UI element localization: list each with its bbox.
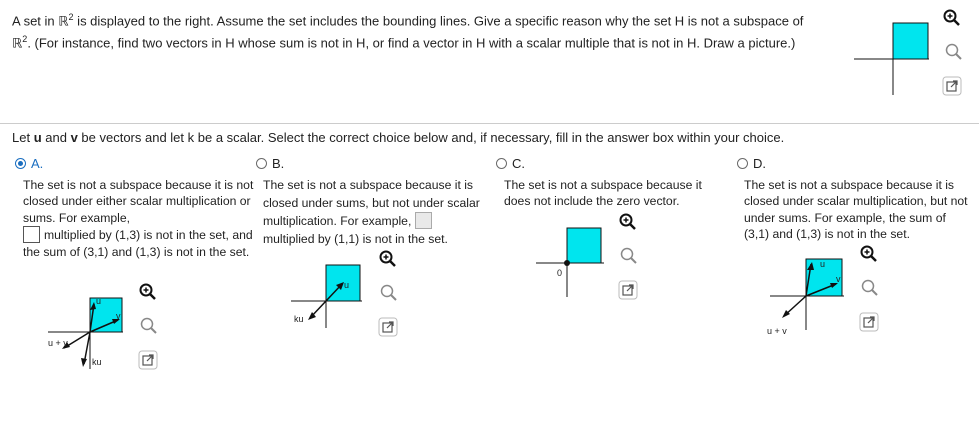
label-v: v [116, 311, 121, 321]
option-a-text: The set is not a subspace because it is not closed under either scalar multiplication or sums. For example, multiplied by (1,3) is not in the set, and the sum of (3,1) and (1,3) is not in the set. [23, 178, 254, 259]
option-a-popout[interactable] [138, 350, 158, 375]
zoom-out-icon [619, 246, 639, 266]
zoom-in-icon [859, 244, 879, 264]
zoom-out-icon [379, 283, 399, 303]
divider [0, 123, 979, 124]
popout-icon [859, 312, 879, 332]
option-a-figure [44, 292, 124, 370]
popout-icon [138, 350, 158, 370]
radio-unselected-icon [496, 158, 507, 169]
label-ku: ku [92, 357, 102, 367]
option-b-figure [288, 262, 364, 330]
option-a-zoom-out[interactable] [139, 316, 159, 341]
option-b-radio[interactable]: B. [256, 156, 284, 171]
zoom-out-icon [139, 316, 159, 336]
question-line-2: ℝ$^2$. (For instance, find two vectors in H whose sum is not in H, or find a vector in H with a scalar multiple that is not in H. Draw a picture.) [12, 34, 796, 51]
zoom-in-icon [138, 282, 158, 302]
zoom-in-icon [378, 249, 398, 269]
label-u: u [344, 280, 350, 290]
popout-button[interactable] [942, 76, 962, 101]
question-line-1: A set in ℝ$^2$ is displayed to the right. Assume the set includes the bounding lines. Give a specific reason why the set H is not a subspace of [12, 12, 804, 29]
radio-unselected-icon [737, 158, 748, 169]
label-v: v [836, 274, 841, 284]
radio-unselected-icon [256, 158, 267, 169]
question-figure [852, 22, 932, 98]
option-b-popout[interactable] [378, 317, 398, 342]
zoom-out-button[interactable] [944, 42, 964, 67]
option-a-radio[interactable]: A. [15, 156, 43, 171]
option-c-text: The set is not a subspace because it does not include the zero vector. [504, 178, 702, 209]
option-d-figure [764, 256, 848, 340]
question-text [12, 8, 832, 53]
option-b-zoom-in[interactable] [378, 249, 398, 274]
option-c-zoom-in[interactable] [618, 212, 638, 237]
option-c-radio[interactable]: C. [496, 156, 525, 171]
option-d-radio[interactable]: D. [737, 156, 766, 171]
option-b-text: The set is not a subspace because it is closed under sums, but not under scalar multiplication. For example, multiplied by (1,1) is not in the set. [263, 178, 480, 246]
option-c-popout[interactable] [618, 280, 638, 305]
option-b-zoom-out[interactable] [379, 283, 399, 308]
label-uv: u + v [48, 338, 68, 348]
option-d-zoom-out[interactable] [860, 278, 880, 303]
option-a-answer-box[interactable] [23, 226, 40, 243]
zoom-in-button[interactable] [942, 8, 962, 33]
option-b-answer-box[interactable] [415, 212, 432, 229]
label-zero: 0 [557, 268, 563, 278]
instruction-text: Let u and v be vectors and let k be a scalar. Select the correct choice below and, if necessary, fill in the answer box within your choice. [12, 130, 785, 145]
option-d-zoom-in[interactable] [859, 244, 879, 269]
popout-icon [942, 76, 962, 96]
zoom-out-icon [944, 42, 964, 62]
label-uv: u + v [767, 326, 787, 336]
label-ku: ku [294, 314, 304, 324]
zoom-out-icon [860, 278, 880, 298]
popout-icon [618, 280, 638, 300]
option-d-popout[interactable] [859, 312, 879, 337]
option-d-text: The set is not a subspace because it is closed under scalar multiplication, but not under sums. For example, the sum of (3,1) and (1,3) is not in the set. [744, 178, 968, 242]
zoom-in-icon [942, 8, 962, 28]
option-c-zoom-out[interactable] [619, 246, 639, 271]
label-u: u [820, 259, 826, 269]
popout-icon [378, 317, 398, 337]
option-a-zoom-in[interactable] [138, 282, 158, 307]
zoom-in-icon [618, 212, 638, 232]
label-u: u [96, 296, 102, 306]
option-c-figure [528, 225, 608, 299]
radio-selected-icon [15, 158, 26, 169]
